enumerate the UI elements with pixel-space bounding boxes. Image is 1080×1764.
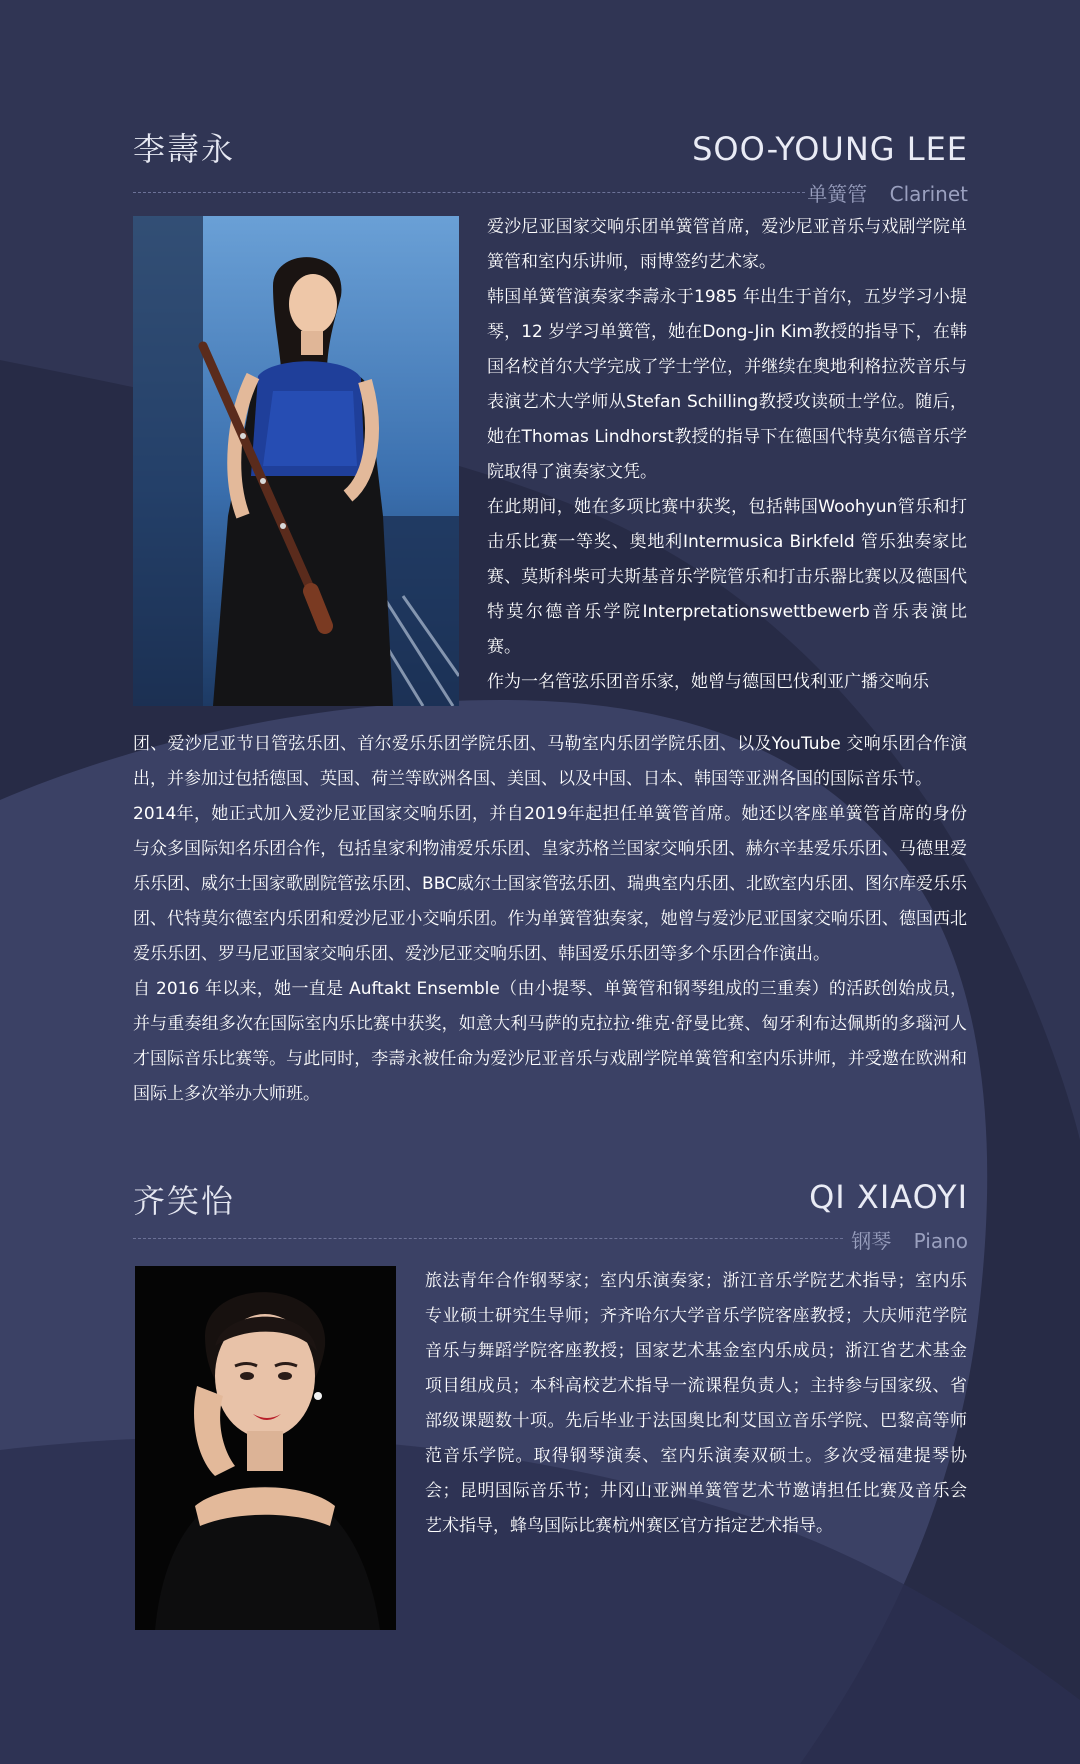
profile-1-bio-full xyxy=(133,727,967,1112)
profile-1-bio-p3: 在此期间，她在多项比赛中获奖，包括韩国Woohyun管乐和打击乐比赛一等奖、奥地利Intermusica Birkfeld 管乐独奏家比赛、莫斯科柴可夫斯基音乐学院管乐和打击乐器比赛以及德国代特莫尔德音乐学院Interpretationswettbewerb音乐表演比赛。 xyxy=(487,497,967,657)
profile-2-instrument xyxy=(851,1225,968,1254)
profile-1-bio-p4: 作为一名管弦乐团音乐家，她曾与德国巴伐利亚广播交响乐 xyxy=(487,672,929,692)
profile-1-bio-right xyxy=(487,210,967,700)
profile-1-instrument-en: Clarinet xyxy=(889,182,968,206)
profile-1-photo xyxy=(133,216,459,706)
profile-1-name-en: SOO-YOUNG LEE xyxy=(692,130,968,168)
profile-2-instrument-en: Piano xyxy=(913,1229,968,1253)
profile-2-instrument-cn: 钢琴 xyxy=(851,1229,892,1253)
profile-1-bio-p6: 2014年，她正式加入爱沙尼亚国家交响乐团，并自2019年起担任单簧管首席。她还以客座单簧管首席的身份与众多国际知名乐团合作，包括皇家利物浦爱乐乐团、皇家苏格兰国家交响乐团、赫尔辛基爱乐乐团、马德里爱乐乐团、威尔士国家歌剧院管弦乐团、BBC威尔士国家管弦乐团、瑞典室内乐团、北欧室内乐团、图尔库爱乐乐团、代特莫尔德室内乐团和爱沙尼亚小交响乐团。作为单簧管独奏家，她曾与爱沙尼亚国家交响乐团、德国西北爱乐乐团、罗马尼亚国家交响乐团、爱沙尼亚交响乐团、韩国爱乐乐团等多个乐团合作演出。 xyxy=(133,804,967,964)
profile-1-bio-p7: 自 2016 年以来，她一直是 Auftakt Ensemble（由小提琴、单簧管和钢琴组成的三重奏）的活跃创始成员，并与重奏组多次在国际室内乐比赛中获奖，如意大利马萨的克拉拉·维克·舒曼比赛、匈牙利布达佩斯的多瑙河人才国际音乐比赛等。与此同时，李壽永被任命为爱沙尼亚音乐与戏剧学院单簧管和室内乐讲师，并受邀在欧洲和国际上多次举办大师班。 xyxy=(133,979,967,1104)
profile-1-bio-p2: 韩国单簧管演奏家李壽永于1985 年出生于首尔，五岁学习小提琴，12 岁学习单簧管，她在Dong-Jin Kim教授的指导下，在韩国名校首尔大学完成了学士学位，并继续在奥地利格拉茨音乐与表演艺术大学师从Stefan Schilling教授攻读硕士学位。随后，她在Thomas Lindhorst教授的指导下在德国代特莫尔德音乐学院取得了演奏家文凭。 xyxy=(487,287,967,482)
profile-1-divider xyxy=(133,192,805,193)
profile-2-name-cn: 齐笑怡 xyxy=(133,1182,236,1220)
profile-1-instrument xyxy=(807,178,968,207)
profile-2-divider xyxy=(133,1238,843,1239)
profile-1-bio-p1: 爱沙尼亚国家交响乐团单簧管首席，爱沙尼亚音乐与戏剧学院单簧管和室内乐讲师，雨博签约艺术家。 xyxy=(487,217,967,272)
profile-2-bio-right xyxy=(425,1264,967,1544)
profile-1-instrument-cn: 单簧管 xyxy=(807,182,868,206)
profile-2-name-en: QI XIAOYI xyxy=(809,1178,968,1216)
profile-1-bio-p5: 团、爱沙尼亚节日管弦乐团、首尔爱乐乐团学院乐团、马勒室内乐团学院乐团、以及YouTube 交响乐团合作演出，并参加过包括德国、英国、荷兰等欧洲各国、美国、以及中国、日本、韩国等亚洲各国的国际音乐节。 xyxy=(133,734,967,789)
profile-2-photo xyxy=(135,1266,396,1630)
profile-2-bio-p1: 旅法青年合作钢琴家；室内乐演奏家；浙江音乐学院艺术指导；室内乐专业硕士研究生导师；齐齐哈尔大学音乐学院客座教授；大庆师范学院音乐与舞蹈学院客座教授；国家艺术基金室内乐成员；浙江省艺术基金项目组成员；本科高校艺术指导一流课程负责人；主持参与国家级、省部级课题数十项。先后毕业于法国奥比利艾国立音乐学院、巴黎高等师范音乐学院。取得钢琴演奏、室内乐演奏双硕士。多次受福建提琴协会；昆明国际音乐节；井冈山亚洲单簧管艺术节邀请担任比赛及音乐会艺术指导，蜂鸟国际比赛杭州赛区官方指定艺术指导。 xyxy=(425,1271,967,1536)
profile-1-name-cn: 李壽永 xyxy=(133,130,236,168)
